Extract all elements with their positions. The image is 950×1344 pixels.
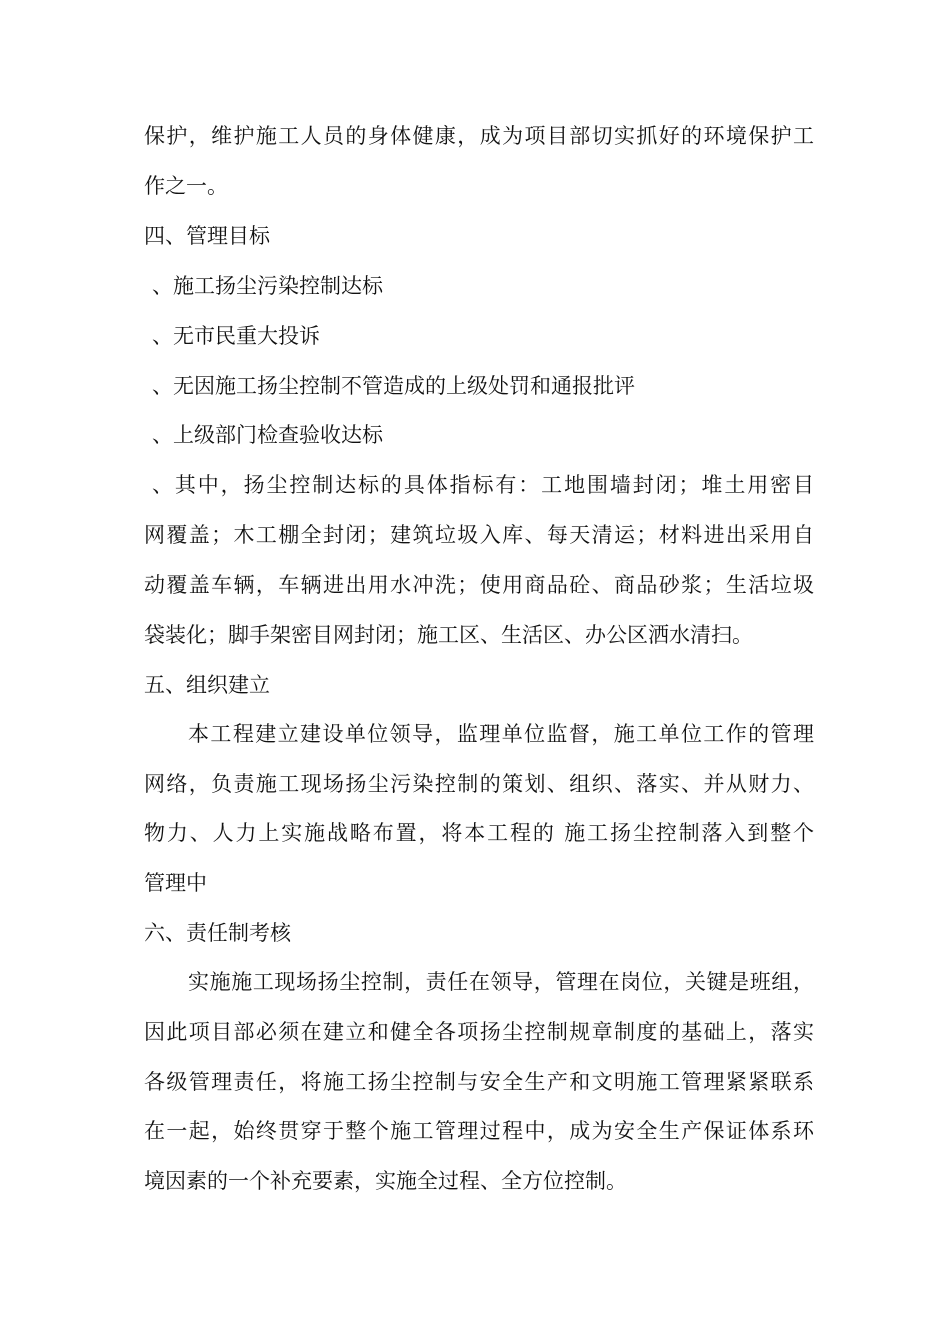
text-line: 网络，负责施工现场扬尘污染控制的策划、组织、落实、并从财力、 <box>144 772 814 796</box>
list-item: 、施工扬尘污染控制达标 <box>152 274 383 298</box>
list-item: 、上级部门检查验收达标 <box>152 423 383 447</box>
section-heading: 四、管理目标 <box>144 224 270 248</box>
list-item: 、其中，扬尘控制达标的具体指标有：工地围墙封闭；堆土用密目 <box>152 473 814 497</box>
list-item: 、无因施工扬尘控制不管造成的上级处罚和通报批评 <box>152 374 635 398</box>
text-line: 境因素的一个补充要素，实施全过程、全方位控制。 <box>144 1169 627 1193</box>
text-line: 在一起，始终贯穿于整个施工管理过程中，成为安全生产保证体系环 <box>144 1119 814 1143</box>
text-line: 各级管理责任，将施工扬尘控制与安全生产和文明施工管理紧紧联系 <box>144 1070 814 1094</box>
section-heading: 五、组织建立 <box>144 673 270 697</box>
section-heading: 六、责任制考核 <box>144 921 291 945</box>
text-line: 动覆盖车辆，车辆进出用水冲洗；使用商品砼、商品砂浆；生活垃圾 <box>144 573 814 597</box>
text-line: 物力、人力上实施战略布置，将本工程的 施工扬尘控制落入到整个 <box>144 821 814 845</box>
text-line: 本工程建立建设单位领导，监理单位监督，施工单位工作的管理 <box>188 722 814 746</box>
text-line: 网覆盖；木工棚全封闭；建筑垃圾入库、每天清运；材料进出采用自 <box>144 523 814 547</box>
text-line: 管理中 <box>144 871 207 895</box>
text-line: 实施施工现场扬尘控制，责任在领导，管理在岗位，关键是班组， <box>188 970 814 994</box>
list-item: 、无市民重大投诉 <box>152 324 320 348</box>
text-line: 因此项目部必须在建立和健全各项扬尘控制规章制度的基础上，落实 <box>144 1020 814 1044</box>
text-line: 作之一。 <box>144 174 228 198</box>
text-line: 袋装化；脚手架密目网封闭；施工区、生活区、办公区洒水清扫。 <box>144 623 753 647</box>
text-line: 保护，维护施工人员的身体健康，成为项目部切实抓好的环境保护工 <box>144 124 814 148</box>
